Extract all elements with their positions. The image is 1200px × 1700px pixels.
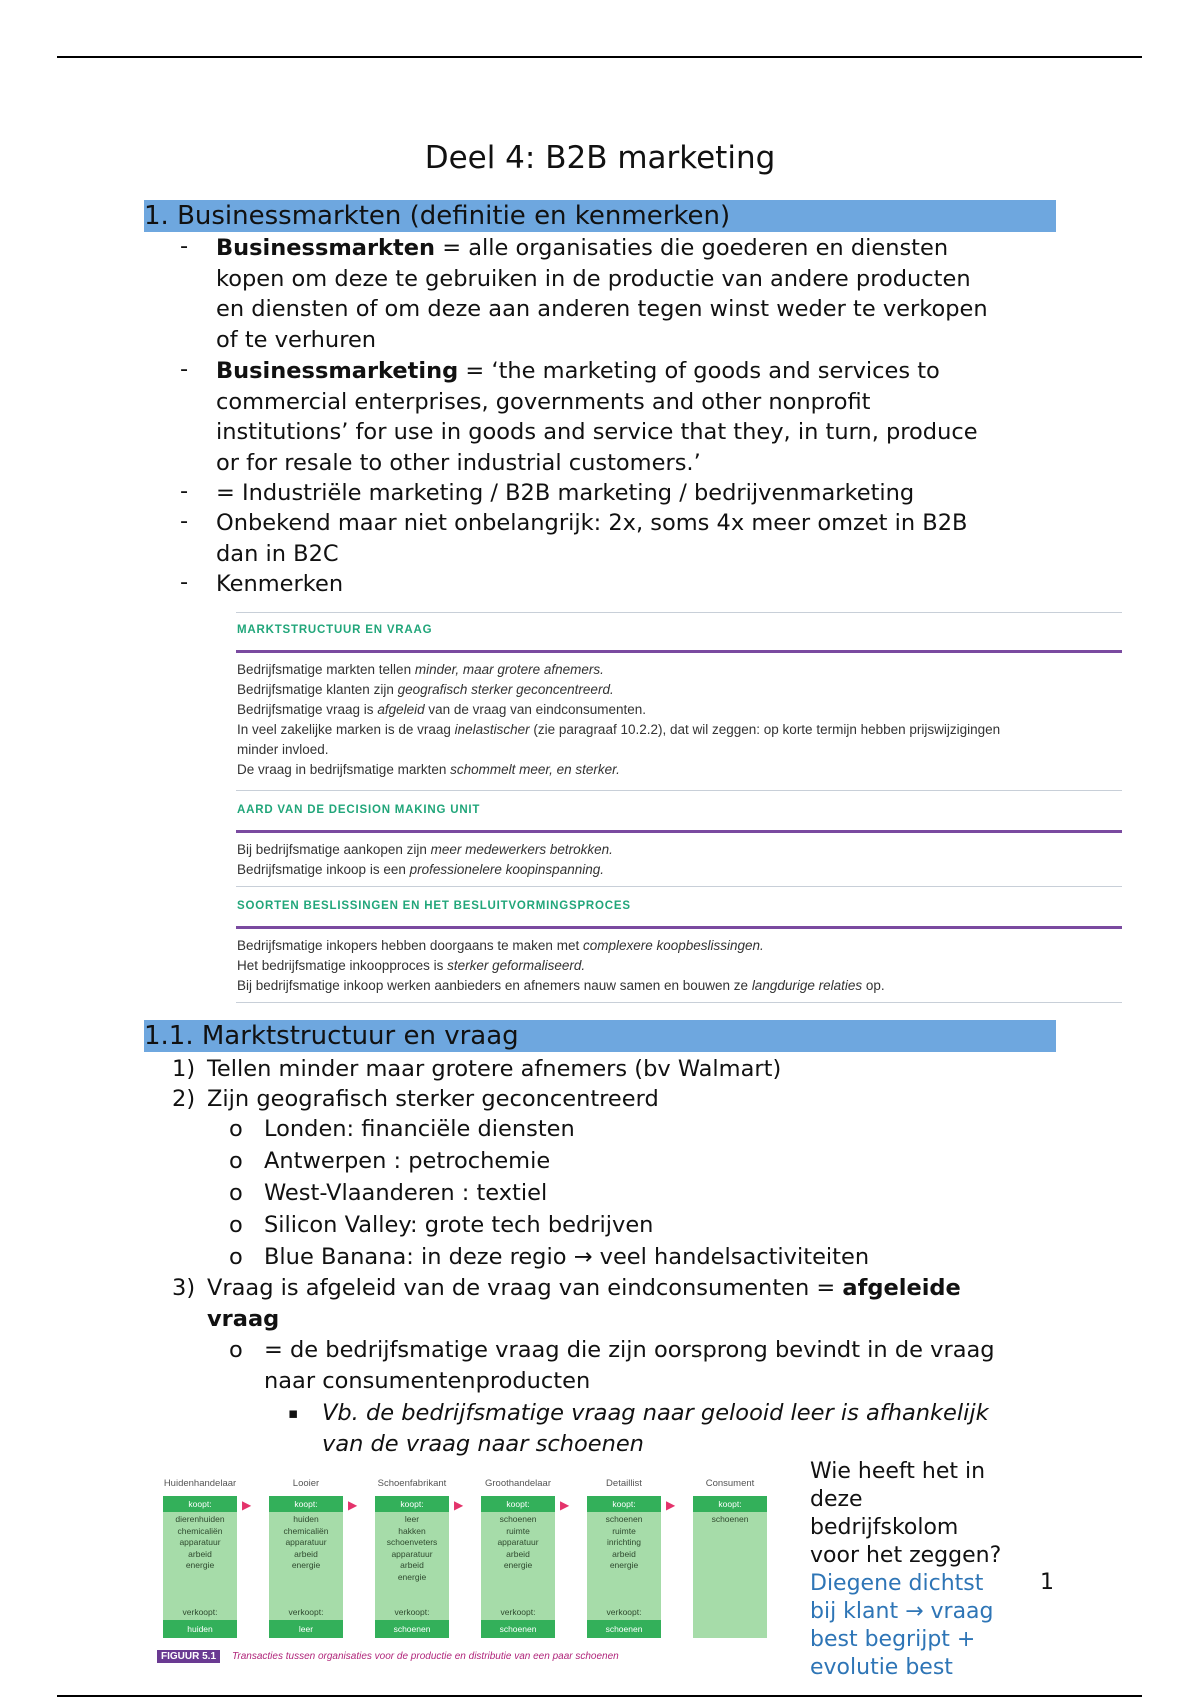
figure-caption-text: Transacties tussen organisaties voor de productie en distributie van een paar schoenen (232, 1651, 619, 1662)
emphasis: complexere koopbeslissingen. (582, 938, 764, 953)
box-heading-beslissingen: SOORTEN BESLISSINGEN EN HET BESLUITVORMINGSPROCES (237, 900, 631, 912)
divider (236, 790, 1122, 791)
header-rule (57, 56, 1142, 58)
emphasis: meer medewerkers betrokken. (430, 842, 613, 857)
sub-bullet: o (229, 1148, 243, 1174)
divider (236, 650, 1122, 653)
verkoopt-label: verkoopt: (182, 1606, 218, 1617)
flow-column (269, 1478, 343, 1638)
item: huiden (293, 1514, 319, 1524)
item: leer (404, 1514, 420, 1524)
bullet-dash: - (180, 233, 189, 259)
text: In veel zakelijke marken is de vraag (237, 722, 455, 737)
question-line: deze (810, 1487, 863, 1512)
koopt-list (587, 1512, 661, 1620)
koopt-label: koopt: (375, 1496, 449, 1512)
synonyms-line: = Industriële marketing / B2B marketing / bedrijvenmarketing (216, 480, 915, 506)
koopt-label: koopt: (481, 1496, 555, 1512)
square-bullet: ▪ (288, 1404, 299, 1422)
text: Bedrijfsmatige inkopers hebben doorgaans te maken met (237, 938, 583, 953)
list-item-afgeleide-vraag (207, 1273, 961, 1334)
item: schoenen (711, 1514, 749, 1524)
item: apparatuur (497, 1537, 539, 1547)
line: = ‘the marketing of goods and services to (458, 358, 940, 384)
koopt-label: koopt: (693, 1496, 767, 1512)
verkoopt-label: verkoopt: (394, 1606, 430, 1617)
list-item: Zijn geografisch sterker geconcentreerd (207, 1086, 659, 1112)
definition-businessmarketing (216, 356, 978, 478)
line: Vb. de bedrijfsmatige vraag naar gelooid leer is afhankelijk (322, 1400, 989, 1426)
emphasis: inelastischer (454, 722, 530, 737)
answer-line: bij klant → vraag (810, 1599, 994, 1624)
arrow-icon: ▶ (560, 1498, 570, 1512)
question-line: Wie heeft het in (810, 1459, 986, 1484)
list-number: 1) (172, 1056, 196, 1082)
figure-tag: FIGUUR 5.1 (157, 1650, 220, 1663)
list-number: 3) (172, 1275, 196, 1301)
item: dierenhuiden (175, 1514, 225, 1524)
term-businessmarketing: Businessmarketing (216, 358, 459, 384)
koopt-label: koopt: (269, 1496, 343, 1512)
answer-line: best begrijpt + (810, 1627, 976, 1652)
question-line: voor het zeggen? (810, 1543, 1002, 1568)
text: Bij bedrijfsmatige aankopen zijn (237, 842, 431, 857)
box-line (237, 862, 604, 877)
box-line (237, 958, 585, 973)
section-heading-1-1-text: 1.1. Marktstructuur en vraag (144, 1021, 519, 1051)
sub-bullet: o (229, 1244, 243, 1270)
line: of te verhuren (216, 326, 377, 353)
side-note (810, 1458, 1040, 1682)
arrow-icon: ▶ (454, 1498, 464, 1512)
footer-rule (57, 1695, 1142, 1697)
sub-item (264, 1335, 995, 1396)
emphasis: sterker geformaliseerd. (447, 958, 586, 973)
item: schoenen (605, 1514, 643, 1524)
item: energie (609, 1560, 639, 1570)
sub-bullet: o (229, 1212, 243, 1238)
verkoopt-label: verkoopt: (288, 1606, 324, 1617)
line: institutions’ for use in goods and service that they, in turn, produce (216, 419, 978, 445)
box-line (237, 938, 764, 953)
item: arbeid (188, 1548, 212, 1559)
emphasis: geografisch sterker geconcentreerd. (397, 682, 614, 697)
item: energie (185, 1560, 215, 1570)
item: ruimte (612, 1525, 636, 1536)
box-line (237, 842, 613, 857)
kenmerken-line: Kenmerken (216, 571, 344, 597)
line: commercial enterprises, governments and other nonprofit (216, 388, 871, 415)
box-line (237, 662, 604, 677)
box-heading-dmu: AARD VAN DE DECISION MAKING UNIT (237, 804, 481, 816)
sub-bullet: o (229, 1337, 243, 1363)
koopt-list (269, 1512, 343, 1620)
section-heading-1-text: 1. Businessmarkten (definitie en kenmerken) (144, 201, 731, 231)
koopt-list (693, 1512, 767, 1638)
line: or for resale to other industrial customers.’ (216, 449, 701, 476)
list-item: Tellen minder maar grotere afnemers (bv Walmart) (207, 1056, 782, 1082)
item: apparatuur (179, 1537, 221, 1547)
text: (zie paragraaf 10.2.2), dat wil zeggen: op korte termijn hebben prijswijzigingen (529, 722, 1001, 737)
bedrijfskolom-diagram (157, 1478, 797, 1678)
answer-line: Diegene dichtst (810, 1571, 984, 1596)
verkoopt-value: schoenen (587, 1620, 661, 1638)
box-line (237, 722, 1000, 737)
item: inrichting (606, 1537, 642, 1547)
divider (236, 886, 1122, 887)
verkoopt-value: schoenen (375, 1620, 449, 1638)
text: Bedrijfsmatige markten tellen (237, 662, 415, 677)
text: op. (862, 978, 885, 993)
koopt-list (375, 1512, 449, 1620)
line: en diensten of om deze aan anderen tegen winst weder te verkopen (216, 296, 988, 322)
column-title: Schoenfabrikant (377, 1478, 447, 1489)
verkoopt-label: verkoopt: (606, 1606, 642, 1617)
flow-column (693, 1478, 767, 1638)
box-heading-marktstructuur: MARKTSTRUCTUUR EN VRAAG (237, 624, 433, 636)
item: energie (291, 1560, 321, 1570)
line: van de vraag naar schoenen (322, 1430, 644, 1457)
koopt-label: koopt: (587, 1496, 661, 1512)
bullet-dash: - (180, 356, 189, 382)
kenmerken-figure (236, 612, 1122, 1004)
term-businessmarkten: Businessmarkten (216, 235, 436, 261)
item: chemicaliën (177, 1525, 223, 1536)
page-number: 1 (1040, 1570, 1054, 1595)
column-title: Groothandelaar (484, 1478, 552, 1489)
item: ruimte (506, 1525, 530, 1536)
item: hakken (398, 1525, 426, 1536)
item: apparatuur (391, 1548, 433, 1559)
column-title: Looier (292, 1478, 320, 1489)
term-vraag: vraag (207, 1305, 280, 1332)
box-line: minder invloed. (237, 742, 329, 757)
definition-businessmarkten (216, 233, 988, 355)
example-item (322, 1398, 989, 1459)
bullet-dash: - (180, 508, 189, 534)
column-title: Consument (705, 1478, 755, 1489)
text: Het bedrijfsmatige inkoopproces is (237, 958, 448, 973)
line: naar consumentenproducten (264, 1367, 591, 1394)
flow-column (481, 1478, 555, 1638)
verkoopt-value: schoenen (481, 1620, 555, 1638)
page-title: Deel 4: B2B marketing (424, 140, 776, 176)
section-heading-1-1 (144, 1020, 1056, 1052)
omzet-line (216, 508, 968, 569)
text: Bedrijfsmatige klanten zijn (237, 682, 398, 697)
item: arbeid (400, 1560, 424, 1570)
koopt-list (163, 1512, 237, 1620)
sub-item: West-Vlaanderen : textiel (264, 1180, 548, 1206)
line: = alle organisaties die goederen en diensten (435, 235, 949, 261)
item: arbeid (506, 1548, 530, 1559)
emphasis: afgeleid (377, 702, 425, 717)
line: Onbekend maar niet onbelangrijk: 2x, soms 4x meer omzet in B2B (216, 510, 968, 536)
emphasis: schommelt meer, en sterker. (450, 762, 620, 777)
line: = de bedrijfsmatige vraag die zijn oorsprong bevindt in de vraag (264, 1337, 995, 1363)
text: van de vraag van eindconsumenten. (424, 702, 647, 717)
list-number: 2) (172, 1086, 196, 1112)
flow-column (587, 1478, 661, 1638)
verkoopt-label: verkoopt: (500, 1606, 536, 1617)
divider (236, 926, 1122, 929)
koopt-label: koopt: (163, 1496, 237, 1512)
emphasis: langdurige relaties (751, 978, 863, 993)
box-line (237, 682, 614, 697)
arrow-icon: ▶ (348, 1498, 358, 1512)
line: dan in B2C (216, 540, 339, 567)
arrow-icon: ▶ (666, 1498, 676, 1512)
sub-bullet: o (229, 1116, 243, 1142)
text: Bij bedrijfsmatige inkoop werken aanbieders en afnemers nauw samen en bouwen ze (237, 978, 752, 993)
box-line (237, 702, 646, 717)
bullet-dash: - (180, 569, 189, 595)
flow-column (375, 1478, 449, 1638)
item: arbeid (294, 1548, 318, 1559)
item: arbeid (612, 1548, 636, 1559)
sub-item: Silicon Valley: grote tech bedrijven (264, 1212, 654, 1238)
sub-item: Antwerpen : petrochemie (264, 1148, 551, 1174)
item: apparatuur (285, 1537, 327, 1547)
figure-caption (157, 1650, 619, 1663)
sub-bullet: o (229, 1180, 243, 1206)
box-line (237, 762, 620, 777)
koopt-list (481, 1512, 555, 1620)
divider (236, 612, 1122, 613)
box-line (237, 978, 885, 993)
text: Bedrijfsmatige inkoop is een (237, 862, 410, 877)
sub-item: Blue Banana: in deze regio → veel handelsactiviteiten (264, 1244, 870, 1270)
item: energie (503, 1560, 533, 1570)
column-title: Huidenhandelaar (163, 1478, 237, 1489)
item: schoenveters (386, 1537, 438, 1547)
item: energie (397, 1571, 427, 1582)
text: Vraag is afgeleid van de vraag van eindconsumenten = (207, 1275, 843, 1301)
divider (236, 830, 1122, 833)
arrow-icon: ▶ (242, 1498, 252, 1512)
flow-column (163, 1478, 237, 1638)
verkoopt-value: huiden (163, 1620, 237, 1638)
line: kopen om deze te gebruiken in de productie van andere producten (216, 265, 971, 292)
answer-line: evolutie best (810, 1655, 953, 1680)
text: De vraag in bedrijfsmatige markten (237, 762, 451, 777)
divider (236, 1002, 1122, 1003)
section-heading-1 (144, 200, 1056, 232)
verkoopt-value: leer (269, 1620, 343, 1638)
sub-item: Londen: financiële diensten (264, 1116, 575, 1142)
column-title: Detaillist (606, 1478, 642, 1489)
item: chemicaliën (283, 1525, 329, 1536)
bullet-dash: - (180, 478, 189, 504)
emphasis: minder, maar grotere afnemers. (414, 662, 604, 677)
item: schoenen (499, 1514, 537, 1524)
emphasis: professionelere koopinspanning. (409, 862, 604, 877)
term-afgeleide: afgeleide (842, 1275, 961, 1301)
question-line: bedrijfskolom (810, 1515, 959, 1540)
text: Bedrijfsmatige vraag is (237, 702, 378, 717)
